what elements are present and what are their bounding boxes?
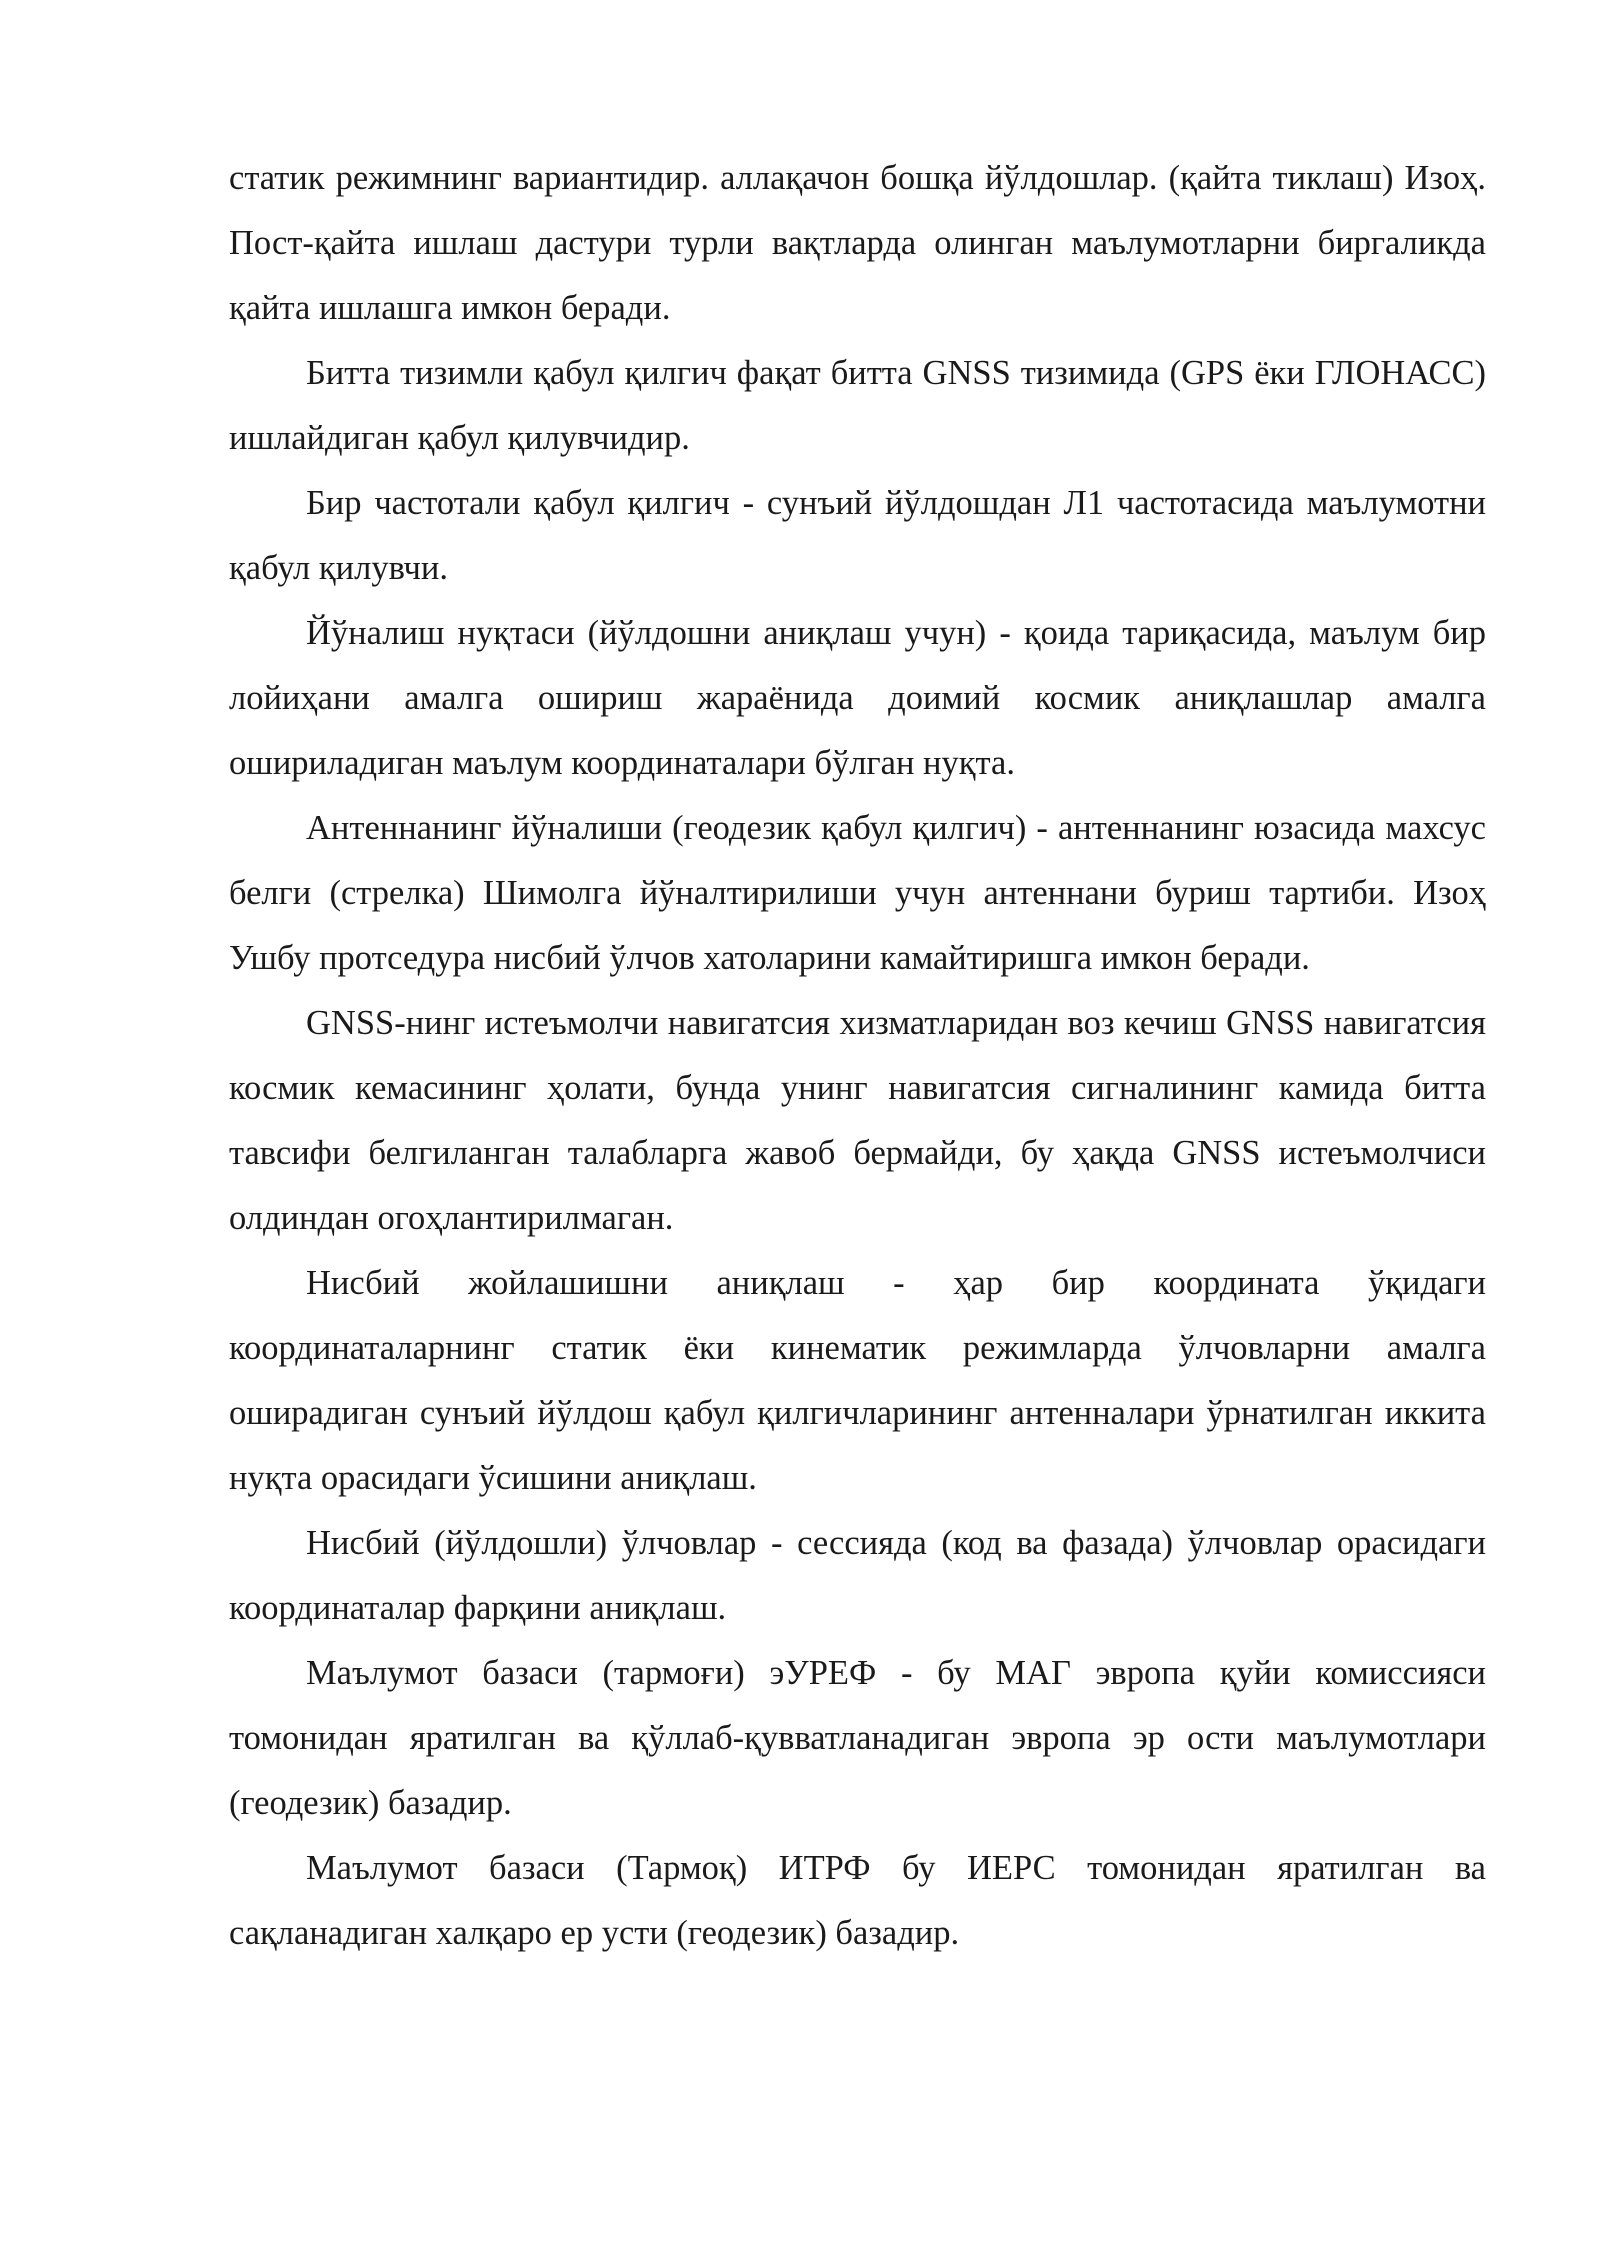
paragraph: Нисбий жойлашишни аниқлаш - ҳар бир координата ўқидаги координаталарнинг статик ёки кинематик режимларда ўлчовларни амалга оширадиган сунъий йўлдош қабул қилгичларининг антенналари ўрнатилган иккита нуқта орасидаги ўсишини аниқлаш. — [229, 1264, 1486, 1497]
paragraph: Битта тизимли қабул қилгич фақат битта GNSS тизимида (GPS ёки ГЛОНАСС) ишлайдиган қабул қилувчидир. — [229, 354, 1486, 457]
paragraph: GNSS-нинг истеъмолчи навигатсия хизматларидан воз кечиш GNSS навигатсия космик кемасининг ҳолати, бунда унинг навигатсия сигналининг камида битта тавсифи белгиланган талабларга жавоб бермайди, бу ҳақда GNSS истеъмолчиси олдиндан огоҳлантирилмаган. — [229, 1004, 1486, 1237]
paragraph: Нисбий (йўлдошли) ўлчовлар - сессияда (код ва фазада) ўлчовлар орасидаги координаталар фарқини аниқлаш. — [229, 1524, 1486, 1627]
paragraph: статик режимнинг вариантидир. аллақачон бошқа йўлдошлар. (қайта тиклаш) Изоҳ. Пост-қайта ишлаш дастури турли вақтларда олинган маълумотларни биргаликда қайта ишлашга имкон беради. — [229, 159, 1486, 327]
paragraph: Йўналиш нуқтаси (йўлдошни аниқлаш учун) - қоида тариқасида, маълум бир лойиҳани амалга ошириш жараёнида доимий космик аниқлашлар амалга ошириладиган маълум координаталари бўлган нуқта. — [229, 614, 1486, 782]
paragraph: Маълумот базаси (Тармоқ) ИТРФ бу ИЕРС томонидан яратилган ва сақланадиган халқаро ер усти (геодезик) базадир. — [229, 1849, 1486, 1952]
document-body — [229, 146, 1486, 1966]
paragraph: Бир частотали қабул қилгич - сунъий йўлдошдан Л1 частотасида маълумотни қабул қилувчи. — [229, 484, 1486, 587]
paragraph: Антеннанинг йўналиши (геодезик қабул қилгич) - антеннанинг юзасида махсус белги (стрелка) Шимолга йўналтирилиши учун антеннани буриш тартиби. Изоҳ Ушбу протседура нисбий ўлчов хатоларини камайтиришга имкон беради. — [229, 809, 1486, 977]
paragraph: Маълумот базаси (тармоғи) эУРЕФ - бу МАГ эвропа қуйи комиссияси томонидан яратилган ва қўллаб-қувватланадиган эвропа эр ости маълумотлари (геодезик) базадир. — [229, 1654, 1486, 1822]
